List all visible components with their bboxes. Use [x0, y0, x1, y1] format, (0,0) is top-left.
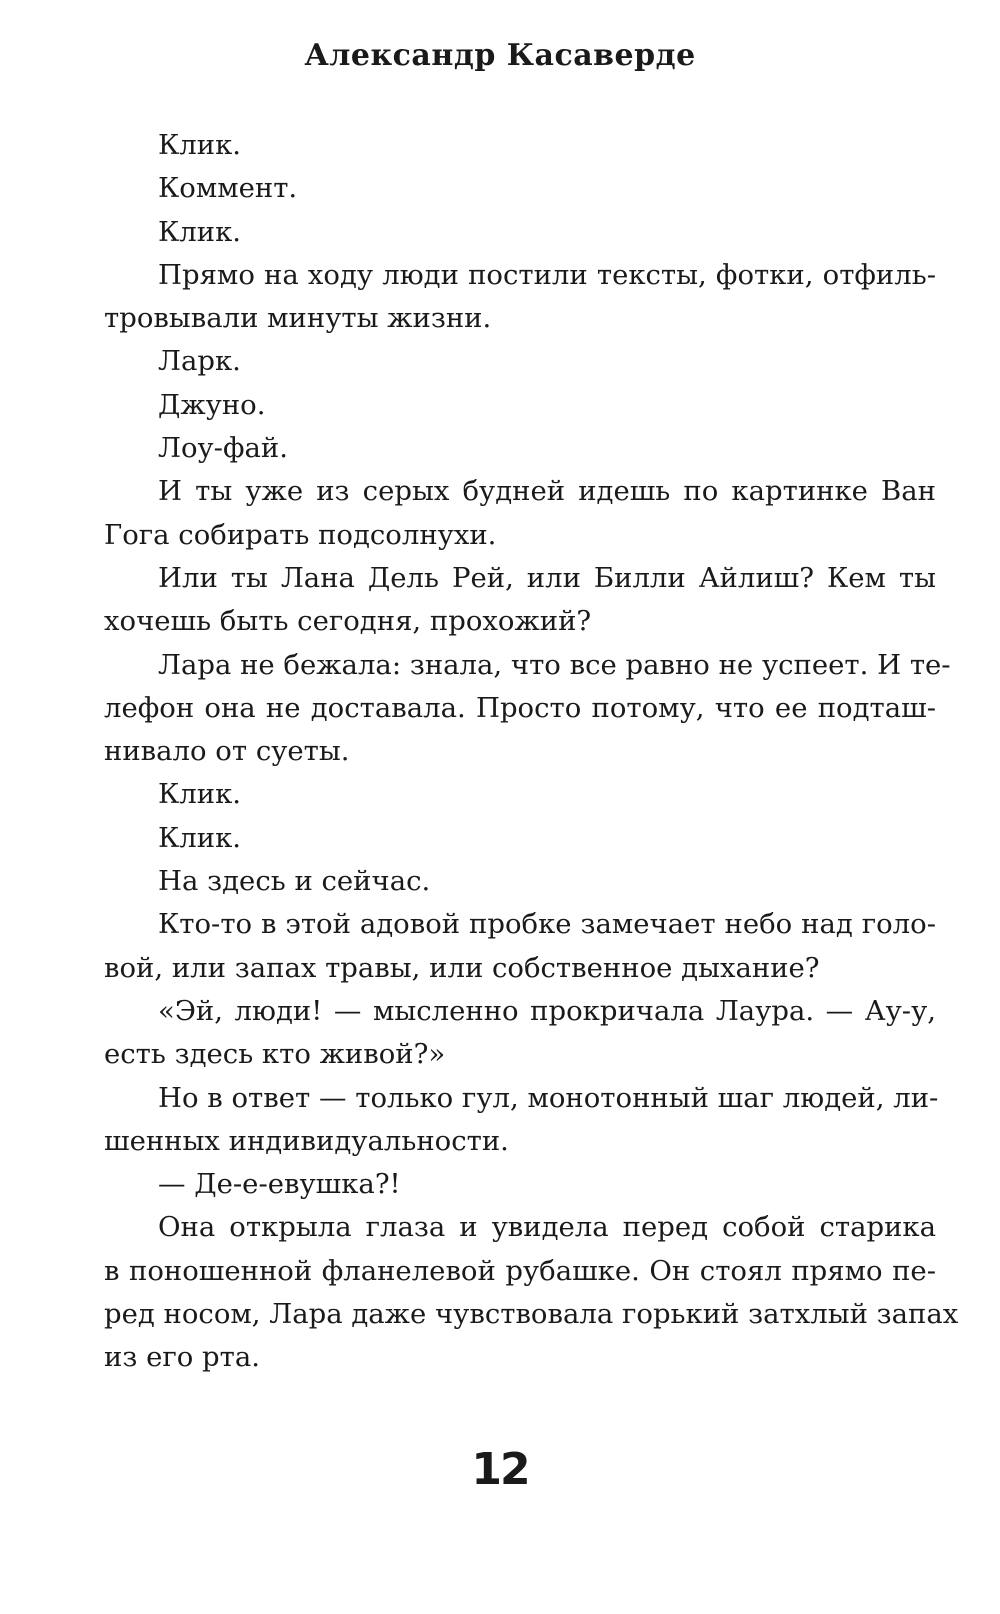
text-line: Клик. — [158, 129, 242, 161]
text-line: ред носом, Лара даже чувствовала горький затхлый запах — [104, 1298, 959, 1331]
text-line: Клик. — [158, 215, 242, 248]
running-header-author: Александр Касаверде — [304, 38, 696, 73]
text-line: вой, или запах травы, или собственное дыхание? — [104, 951, 820, 984]
text-line: Джуно. — [158, 388, 266, 421]
text-line: Или ты Лана Дель Рей, или Билли Айлиш? Кем ты — [158, 561, 936, 594]
text-line: хочешь быть сегодня, прохожий? — [104, 605, 592, 638]
text-line: Прямо на ходу люди постили тексты, фотки, отфиль- — [158, 258, 936, 291]
text-line: Клик. — [158, 778, 242, 811]
text-line: И ты уже из серых будней идешь по картинке Ван — [158, 475, 936, 508]
text-line: Коммент. — [158, 172, 298, 205]
text-line: есть здесь кто живой?» — [104, 1038, 446, 1071]
text-line: нивало от суеты. — [104, 735, 350, 768]
text-line: Лара не бежала: знала, что все равно не успеет. И те- — [158, 648, 951, 681]
text-line: Лоу-фай. — [158, 432, 288, 465]
page-number: 12 — [471, 1444, 529, 1495]
text-line: Она открыла глаза и увидела перед собой старика — [158, 1211, 936, 1244]
text-line: Но в ответ — только гул, монотонный шаг людей, ли- — [158, 1081, 939, 1114]
text-line: — Де-е-евушка?! — [158, 1168, 401, 1201]
text-line: Клик. — [158, 821, 242, 854]
text-line: «Эй, люди! — мысленно прокричала Лаура. — Ау-у, — [158, 994, 936, 1027]
body-text — [104, 124, 959, 1380]
text-line: шенных индивидуальности. — [104, 1124, 509, 1157]
text-line: Гога собирать подсолнухи. — [104, 518, 497, 551]
text-line: Кто-то в этой адовой пробке замечает небо над голо- — [158, 908, 936, 941]
text-line: На здесь и сейчас. — [158, 865, 431, 898]
text-line: лефон она не доставала. Просто потому, что ее подташ- — [104, 691, 936, 724]
text-line: Ларк. — [158, 345, 241, 378]
text-line: из его рта. — [104, 1341, 261, 1374]
text-line: тровывали минуты жизни. — [104, 302, 492, 335]
text-line: в поношенной фланелевой рубашке. Он стоял прямо пе- — [104, 1254, 936, 1287]
